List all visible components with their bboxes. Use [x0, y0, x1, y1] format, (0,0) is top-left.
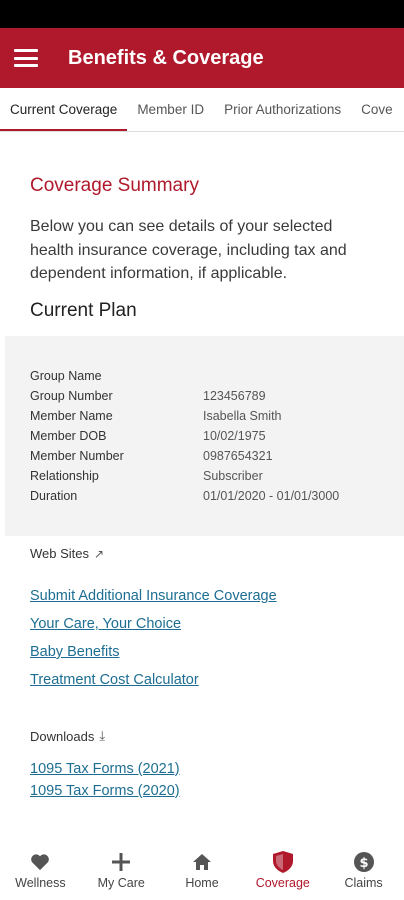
- nav-claims[interactable]: [323, 844, 404, 900]
- plan-label: Member DOB: [30, 429, 107, 443]
- tab-bar: [0, 88, 404, 132]
- plan-label: Group Number: [30, 389, 113, 403]
- tab-current-coverage[interactable]: Current Coverage: [0, 88, 127, 131]
- link-1095-tax-forms-2021[interactable]: 1095 Tax Forms (2021): [30, 761, 180, 777]
- nav-label: My Care: [97, 876, 145, 890]
- plan-label: Duration: [30, 489, 78, 503]
- main-content: [0, 133, 404, 844]
- coverage-summary-title: Coverage Summary: [30, 175, 199, 196]
- dollar-icon: [354, 850, 374, 874]
- downloads-label: Downloads: [30, 728, 95, 744]
- current-plan-heading: Current Plan: [30, 300, 137, 321]
- plan-label: Group Name: [30, 369, 102, 383]
- plan-value: 0987654321: [203, 449, 273, 463]
- downloads-heading: [30, 728, 105, 744]
- web-sites-label: Web Sites: [30, 546, 90, 561]
- plan-details-card: [5, 336, 404, 536]
- plan-label: Member Number: [30, 449, 124, 463]
- link-baby-benefits[interactable]: Baby Benefits: [30, 644, 120, 660]
- nav-home[interactable]: [162, 844, 243, 900]
- link-1095-tax-forms-2020[interactable]: 1095 Tax Forms (2020): [30, 783, 180, 799]
- tab-coverage-partial[interactable]: Cove: [361, 102, 393, 117]
- app-bar: [0, 28, 404, 88]
- nav-my-care[interactable]: [81, 844, 162, 900]
- plan-value: 123456789: [203, 389, 266, 403]
- coverage-intro-text: Below you can see details of your selected health insurance coverage, including tax and dependent information, if applicable.: [30, 218, 347, 282]
- download-icon: ⤓: [99, 728, 106, 743]
- hamburger-menu-icon[interactable]: [14, 49, 38, 67]
- nav-label: Wellness: [15, 876, 66, 890]
- plan-value: 01/01/2020 - 01/01/3000: [203, 489, 340, 503]
- web-sites-links: [30, 585, 277, 697]
- nav-coverage[interactable]: [242, 844, 323, 900]
- plan-value: Subscriber: [203, 469, 263, 483]
- nav-label: Coverage: [255, 876, 310, 890]
- nav-label: Home: [185, 876, 219, 890]
- link-treatment-cost-calculator[interactable]: Treatment Cost Calculator: [30, 672, 199, 688]
- plan-value: 10/02/1975: [203, 429, 266, 443]
- plan-label: Relationship: [30, 469, 99, 483]
- heart-icon: [30, 850, 50, 874]
- bottom-navigation: [0, 844, 404, 900]
- app-title: Benefits & Coverage: [68, 46, 264, 69]
- external-link-icon: ↗: [94, 546, 105, 561]
- plan-value: Isabella Smith: [203, 409, 282, 423]
- status-bar: [0, 0, 404, 28]
- svg-text:$: $: [359, 856, 369, 871]
- tab-member-id[interactable]: Member ID: [137, 102, 205, 117]
- home-icon: [192, 850, 212, 874]
- nav-label: Claims: [344, 876, 383, 890]
- shield-icon: [272, 850, 294, 874]
- link-your-care-your-choice[interactable]: Your Care, Your Choice: [30, 616, 182, 632]
- tab-prior-authorizations[interactable]: Prior Authorizations: [224, 102, 342, 117]
- downloads-links: [30, 758, 180, 802]
- nav-wellness[interactable]: [0, 844, 81, 900]
- link-submit-additional-insurance[interactable]: Submit Additional Insurance Coverage: [30, 588, 277, 604]
- web-sites-heading: [30, 546, 104, 561]
- plus-icon: [112, 850, 130, 874]
- plan-label: Member Name: [30, 409, 113, 423]
